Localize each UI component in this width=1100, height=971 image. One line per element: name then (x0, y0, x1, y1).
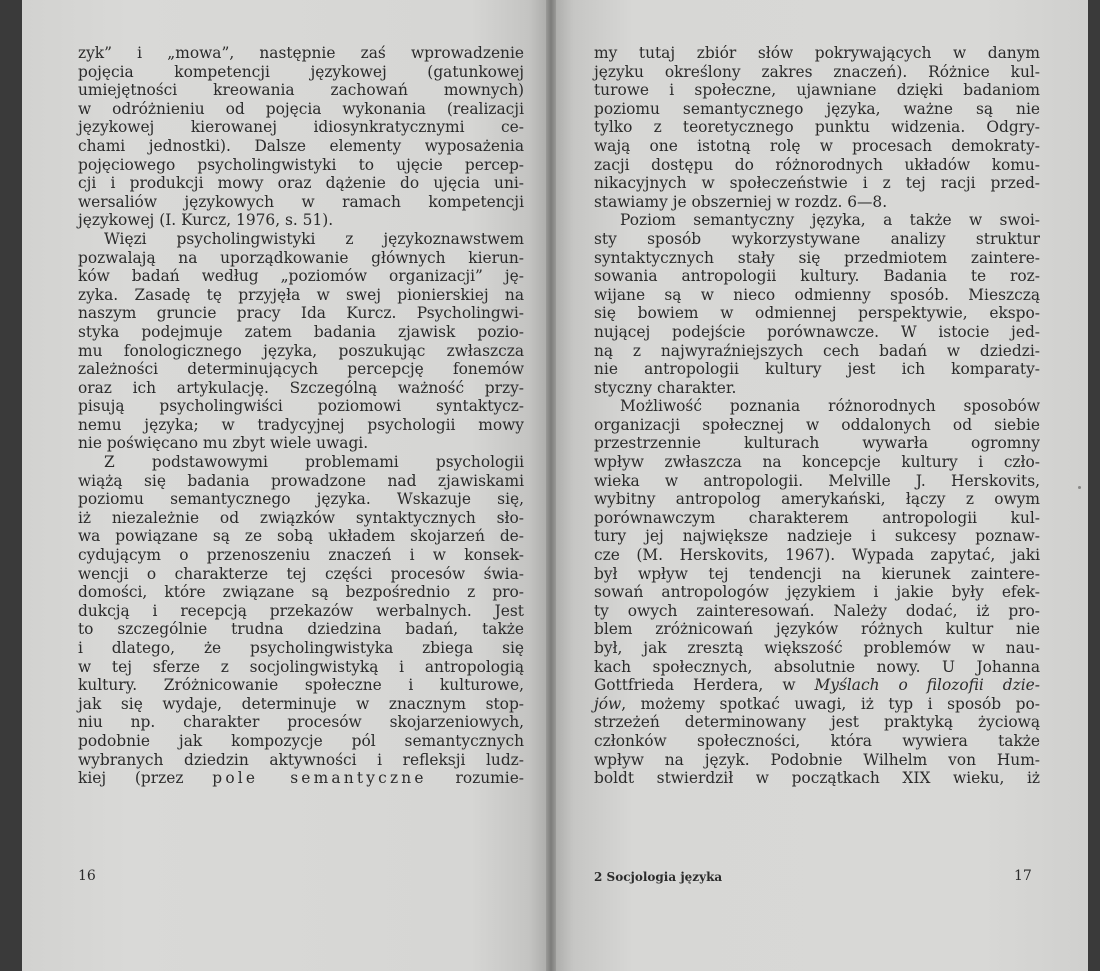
text-line: był, jak zresztą większość problemów w nau- (594, 639, 1040, 657)
text-line: wieka w antropologii. Melville J. Herskovits, (594, 471, 1040, 490)
text-line: oraz ich artykulację. Szczególną ważność przy- (78, 378, 524, 397)
line-prefix: kiej (przez (78, 769, 213, 788)
text-line: wybranych dziedzin aktywności i refleksji ludz- (78, 750, 524, 769)
text-line: naszym gruncie pracy Ida Kurcz. Psycholingwi- (78, 304, 524, 323)
text-line: wpływ zwłaszcza na koncepcje kultury i czło- (594, 453, 1040, 472)
text-line: nikacyjnych w społeczeństwie i z tej racji przed- (594, 174, 1040, 193)
text-line: Z podstawowymi problemami psychologii (104, 453, 524, 472)
text-line: porównawczym charakterem antropologii kul- (594, 508, 1040, 527)
right-page (552, 0, 1088, 971)
text-line: pojęcia kompetencji językowej (gatunkowej (78, 62, 524, 81)
text-line: boldt stwierdził w początkach XIX wieku, iż (594, 769, 1040, 788)
text-line: organizacji społecznej w oddalonych od siebie (594, 415, 1040, 434)
signature-mark: 2 Socjologia języka (594, 870, 723, 884)
text-line: podobnie jak kompozycje pól semantycznych (78, 731, 524, 750)
text-line: tylko z teoretycznego punktu widzenia. Odgry- (594, 118, 1040, 137)
text-line: wijane są w nieco odmienny sposób. Mieszczą (594, 285, 1040, 304)
text-line: tury jej największe nadzieje i sukcesy poznaw- (594, 527, 1040, 546)
text-line: i dlatego, że psycholingwistyka zbiega się (78, 639, 524, 657)
text-line: styczny charakter. (594, 378, 737, 397)
text-line: języku określony zakres znaczeń). Różnice kul- (594, 62, 1040, 81)
text-line: wa powiązane są ze sobą układem skojarzeń de- (78, 527, 524, 546)
text-line: chami jednostki). Dalsze elementy wyposażenia (78, 136, 524, 155)
text-line: wiążą się badania prowadzone nad zjawiskami (78, 471, 524, 490)
text-line: w tej sferze z socjolingwistyką i antropologią (78, 657, 524, 676)
text-line (594, 676, 1040, 695)
text-line: sty sposób wykorzystywane analizy struktur (594, 229, 1040, 248)
text-line: ną z najwyraźniejszych cech badań w dziedzi- (594, 341, 1040, 360)
text-line: nie antropologii kultury jest ich komparaty- (594, 360, 1040, 379)
text-line: wersaliów językowych w ramach kompetencji (78, 192, 524, 211)
text-line: wpływ na język. Podobnie Wilhelm von Hum- (594, 750, 1040, 769)
right-page-text (594, 44, 1040, 788)
text-line: strzeżeń determinowany jest praktyką życiową (594, 713, 1040, 732)
text-line: ty owych zainteresowań. Należy dodać, iż pro- (594, 601, 1040, 620)
text-line: styka podejmuje zatem badania zjawisk pozio- (78, 322, 524, 341)
text-line: sowania antropologii kultury. Badania te roz- (594, 267, 1040, 286)
text-line: wencji o charakterze tej części procesów świa- (78, 564, 524, 583)
text-line: kultury. Zróżnicowanie społeczne i kulturowe, (78, 676, 524, 695)
line-text: Gottfrieda Herdera, w (594, 676, 815, 695)
spaced-term: pole semantyczne (212, 769, 427, 788)
text-line: domości, które związane są bezpośrednio z pro- (78, 583, 524, 602)
book-title-italic: Myślach o filozofii dzie- (814, 676, 1040, 695)
text-line: pisują psycholingwiści poziomowi syntaktycz- (78, 397, 524, 416)
text-line: przestrzennie kulturach wywarła ogromny (594, 434, 1040, 453)
text-line: pozwalają na uporządkowanie głównych kierun- (78, 248, 524, 267)
text-line: w odróżnieniu od pojęcia wykonania (realizacji (78, 99, 524, 118)
text-line: syntaktycznych stały się przedmiotem zaintere- (594, 248, 1040, 267)
text-line: się bowiem w odmiennej perspektywie, ekspo- (594, 304, 1040, 323)
text-line: umiejętności kreowania zachowań mownych) (78, 81, 524, 100)
text-line: poziomu semantycznego języka. Wskazuje się, (78, 490, 524, 509)
text-line: zyk” i „mowa”, następnie zaś wprowadzenie (78, 44, 524, 62)
text-line: mu fonologicznego języka, poszukując zwłaszcza (78, 341, 524, 360)
text-line: poziomu semantycznego języka, ważne są nie (594, 99, 1040, 118)
text-line-last (78, 769, 524, 788)
text-line: kach społecznych, absolutnie nowy. U Johanna (594, 657, 1040, 676)
text-line: nemu języka; w tradycyjnej psychologii mowy (78, 415, 524, 434)
text-line: nującej podejście porównawcze. W istocie jed- (594, 322, 1040, 341)
text-line: wybitny antropolog amerykański, łączy z owym (594, 490, 1040, 509)
text-line: językowej (I. Kurcz, 1976, s. 51). (78, 211, 334, 230)
text-line: nie poświęcano mu zbyt wiele uwagi. (78, 434, 369, 453)
text-line: zacji dostępu do różnorodnych układów komu- (594, 155, 1040, 174)
left-page-text (78, 44, 524, 788)
text-line: zależności determinujących percepcję fonemów (78, 360, 524, 379)
text-line: jak się wydaje, determinuje w znacznym stop- (78, 694, 524, 713)
left-page-number: 16 (78, 868, 96, 884)
book-gutter (546, 0, 556, 971)
left-page (22, 0, 550, 971)
text-line: Więzi psycholingwistyki z językoznawstwem (104, 229, 524, 248)
text-line: cze (M. Herskovits, 1967). Wypada zapytać, jaki (594, 546, 1040, 565)
text-line: to szczególnie trudna dziedzina badań, także (78, 620, 524, 639)
text-line: cji i produkcji mowy oraz dążenie do ujęcia uni- (78, 174, 524, 193)
text-line: iż niezależnie od związków syntaktycznych sło- (78, 508, 524, 527)
text-line: zyka. Zasadę tę przyjęła w swej pionierskiej na (78, 285, 524, 304)
text-line: blem zróżnicowań języków różnych kultur nie (594, 620, 1040, 639)
text-line: pojęciowego psycholingwistyki to ujęcie percep- (78, 155, 524, 174)
paper-speck (1078, 486, 1081, 489)
line-suffix: rozumie- (426, 769, 524, 788)
text-line: dukcją i recepcją przekazów werbalnych. Jest (78, 601, 524, 620)
text-line: my tutaj zbiór słów pokrywających w danym (594, 44, 1040, 62)
text-line: sowań antropologów językiem i jakie były efek- (594, 583, 1040, 602)
book-title-italic: jów (594, 694, 622, 713)
text-line: niu np. charakter procesów skojarzeniowych, (78, 713, 524, 732)
text-line: Poziom semantyczny języka, a także w swoi- (620, 211, 1040, 230)
line-text: , możemy spotkać uwagi, iż typ i sposób po- (621, 694, 1040, 713)
text-line: wają one istotną rolę w procesach demokraty- (594, 136, 1040, 155)
text-line: turowe i społeczne, ujawniane dzięki badaniom (594, 81, 1040, 100)
right-page-number: 17 (1014, 868, 1032, 884)
text-line: językowej kierowanej idiosynkratycznymi ce- (78, 118, 524, 137)
text-line: Możliwość poznania różnorodnych sposobów (620, 397, 1040, 416)
text-line: cydującym o przenoszeniu znaczeń i w konsek- (78, 546, 524, 565)
text-line: był wpływ tej tendencji na kierunek zaintere- (594, 564, 1040, 583)
text-line (594, 695, 1040, 714)
text-line: ków badań według „poziomów organizacji” ję- (78, 267, 524, 286)
text-line: stawiamy je obszerniej w rozdz. 6—8. (594, 192, 888, 211)
text-line: członków społeczności, która wywiera także (594, 731, 1040, 750)
